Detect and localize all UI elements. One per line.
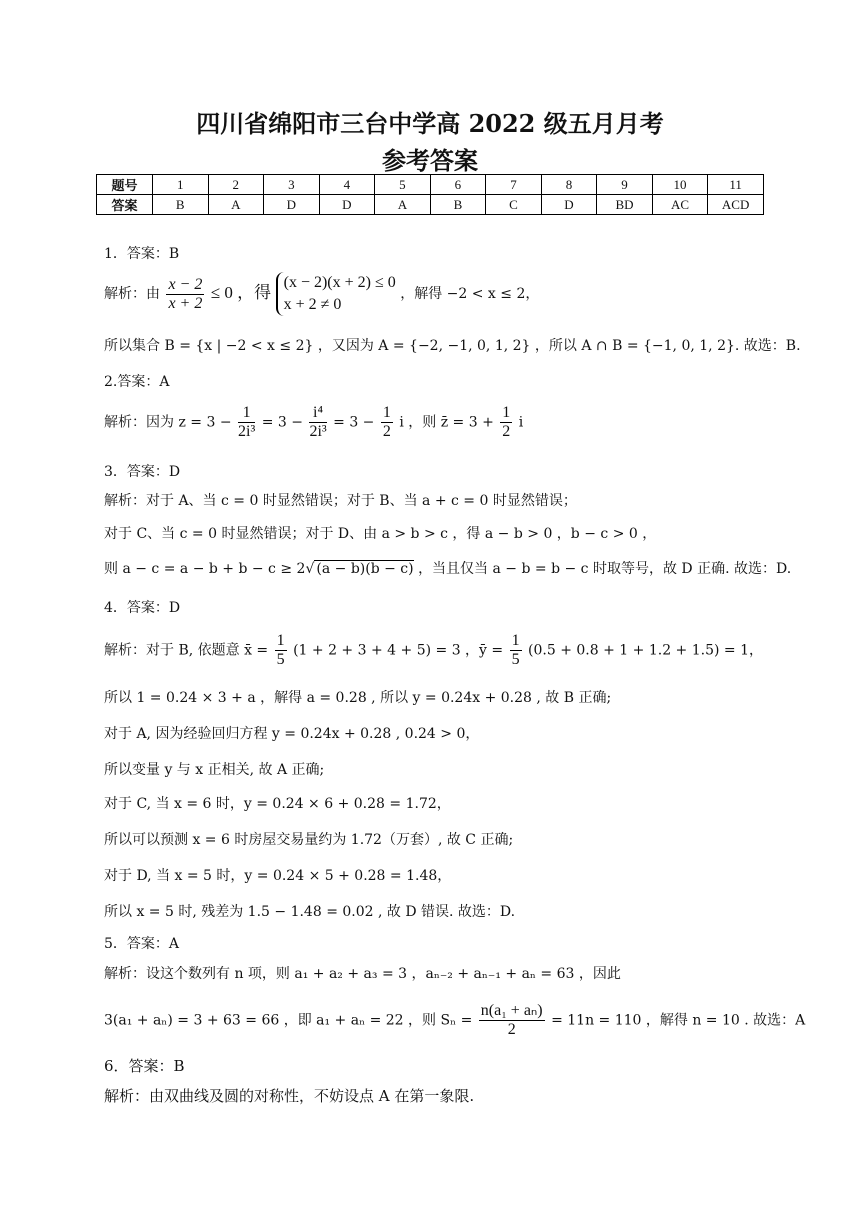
fraction-numerator: 1: [276, 632, 285, 649]
table-cell: ACD: [708, 195, 764, 215]
fraction: [510, 632, 522, 669]
q3-line: [104, 559, 791, 579]
fraction-numerator: 1: [502, 404, 511, 421]
q3-heading: 3．答案：D: [104, 464, 181, 480]
q3-text: ，当且仅当 a − b = b − c 时取等号，故 D 正确. 故选：D.: [418, 561, 792, 577]
fraction-numerator: n(a₁ + aₙ): [480, 1002, 543, 1019]
q4-text: 解析：对于 B, 依题意 x̄ =: [104, 642, 269, 659]
document-title: 四川省绵阳市三台中学高 2022 级五月月考: [196, 109, 664, 138]
table-cell: 11: [708, 175, 764, 195]
fraction-denominator: 2: [382, 423, 391, 440]
sqrt-radicand: (a − b)(b − c): [316, 561, 414, 577]
q1-solution-line: [104, 272, 539, 316]
answer-row: [97, 195, 764, 215]
q4-text: (1 + 2 + 3 + 4 + 5) = 3 ，ȳ =: [293, 642, 504, 659]
fraction: [309, 404, 326, 441]
table-cell: D: [541, 195, 597, 215]
q4-line: 对于 A, 因为经验回归方程 y = 0.24x + 0.28 , 0.24 > 0，: [104, 726, 480, 742]
table-cell: 7: [486, 175, 542, 195]
q2-text: 解析：因为 z = 3 −: [104, 414, 232, 431]
table-cell: A: [208, 195, 264, 215]
q4-line: 所以 x = 5 时, 残差为 1.5 − 1.48 = 0.02 , 故 D 错误. 故选：D.: [104, 904, 516, 920]
sqrt-sign: √: [305, 561, 315, 577]
q5-line: [104, 1002, 805, 1039]
table-cell: BD: [597, 195, 653, 215]
q1-conclusion-line: 所以集合 B = {x | −2 < x ≤ 2} ，又因为 A = {−2, −1, 0, 1, 2} ，所以 A ∩ B = {−1, 0, 1, 2}. 故选：B.: [104, 338, 801, 354]
question-number-row: [97, 175, 764, 195]
q4-line: 所以 1 = 0.24 × 3 + a ，解得 a = 0.28 , 所以 y = 0.24x + 0.28 , 故 B 正确;: [104, 690, 612, 706]
document-subtitle: 参考答案: [382, 146, 478, 175]
table-cell: 8: [541, 175, 597, 195]
answer-table: [96, 174, 764, 215]
table-cell: 3: [264, 175, 320, 195]
q4-heading: 4．答案：D: [104, 600, 181, 616]
table-cell: B: [430, 195, 486, 215]
fraction-denominator: 5: [276, 651, 285, 668]
fraction: [479, 1002, 545, 1039]
fraction-numerator: 1: [511, 632, 520, 649]
q4-line: 对于 D, 当 x = 5 时，y = 0.24 × 5 + 0.28 = 1.48，: [104, 868, 452, 884]
q3-text: 则 a − c = a − b + b − c ≥ 2: [104, 561, 306, 577]
table-cell: 5: [375, 175, 431, 195]
fraction-numerator: i⁴: [309, 404, 326, 423]
q1-text: ，解得 −2 < x ≤ 2，: [400, 286, 540, 302]
fraction-denominator: 2i³: [238, 423, 256, 440]
table-cell: B: [153, 195, 209, 215]
system-row: (x − 2)(x + 2) ≤ 0: [283, 274, 396, 291]
table-cell: D: [264, 195, 320, 215]
q4-line: 所以变量 y 与 x 正相关, 故 A 正确;: [104, 762, 325, 778]
fraction: [381, 404, 393, 441]
q2-solution-line: [104, 404, 523, 441]
table-cell: 6: [430, 175, 486, 195]
q1-heading: 1．答案：B: [104, 246, 180, 262]
q2-text: i ，则 z̄ = 3 +: [399, 414, 494, 431]
q1-text: ≤ 0 ，得: [210, 283, 272, 302]
q6-heading: 6．答案：B: [104, 1057, 185, 1075]
equation-system: [276, 272, 396, 316]
fraction-denominator: x + 2: [168, 294, 203, 312]
fraction-numerator: x − 2: [168, 275, 203, 293]
q6-line: 解析：由双曲线及圆的对称性，不妨设点 A 在第一象限.: [104, 1087, 475, 1105]
fraction-numerator: 1: [382, 404, 391, 421]
q5-line: 解析：设这个数列有 n 项，则 a₁ + a₂ + a₃ = 3 ，aₙ₋₂ + aₙ₋₁ + aₙ = 63 ，因此: [104, 966, 621, 982]
q4-line: [104, 632, 763, 669]
fraction: [275, 632, 287, 669]
q1-text: 解析：由: [104, 286, 160, 302]
table-cell: 4: [319, 175, 375, 195]
q3-line: 对于 C、当 c = 0 时显然错误；对于 D、由 a > b > c ，得 a − b > 0 ，b − c > 0 ，: [104, 526, 657, 542]
q4-line: 对于 C, 当 x = 6 时，y = 0.24 × 6 + 0.28 = 1.72，: [104, 796, 451, 812]
fraction-numerator: 1: [238, 404, 255, 423]
q2-text: = 3 −: [333, 414, 375, 431]
table-cell: 10: [652, 175, 708, 195]
fraction: [500, 404, 512, 441]
table-cell: C: [486, 195, 542, 215]
table-cell: 9: [597, 175, 653, 195]
fraction: [166, 276, 204, 313]
q3-line: 解析：对于 A、当 c = 0 时显然错误；对于 B、当 a + c = 0 时显然错误；: [104, 493, 577, 509]
q5-text: = 11n = 110 ，解得 n = 10 . 故选：A: [551, 1012, 806, 1029]
fraction-denominator: 2: [507, 1021, 516, 1038]
q4-line: 所以可以预测 x = 6 时房屋交易量约为 1.72（万套）, 故 C 正确;: [104, 832, 514, 848]
table-cell: A: [375, 195, 431, 215]
fraction-denominator: 2i³: [309, 423, 327, 440]
fraction: [238, 404, 255, 441]
fraction-denominator: 5: [511, 651, 520, 668]
table-cell: AC: [652, 195, 708, 215]
row-header-number: 题号: [97, 175, 153, 195]
row-header-answer: 答案: [97, 195, 153, 215]
table-cell: D: [319, 195, 375, 215]
system-row: x + 2 ≠ 0: [283, 296, 342, 313]
q2-text: i: [518, 414, 524, 431]
q2-text: = 3 −: [261, 414, 303, 431]
q2-heading: 2.答案：A: [104, 374, 170, 390]
q5-heading: 5．答案：A: [104, 936, 180, 952]
q4-text: (0.5 + 0.8 + 1 + 1.2 + 1.5) = 1，: [528, 642, 763, 659]
fraction-denominator: 2: [502, 423, 511, 440]
q5-text: 3(a₁ + aₙ) = 3 + 63 = 66 ，即 a₁ + aₙ = 22 ，则 Sₙ =: [104, 1012, 473, 1029]
table-cell: 2: [208, 175, 264, 195]
table-cell: 1: [153, 175, 209, 195]
